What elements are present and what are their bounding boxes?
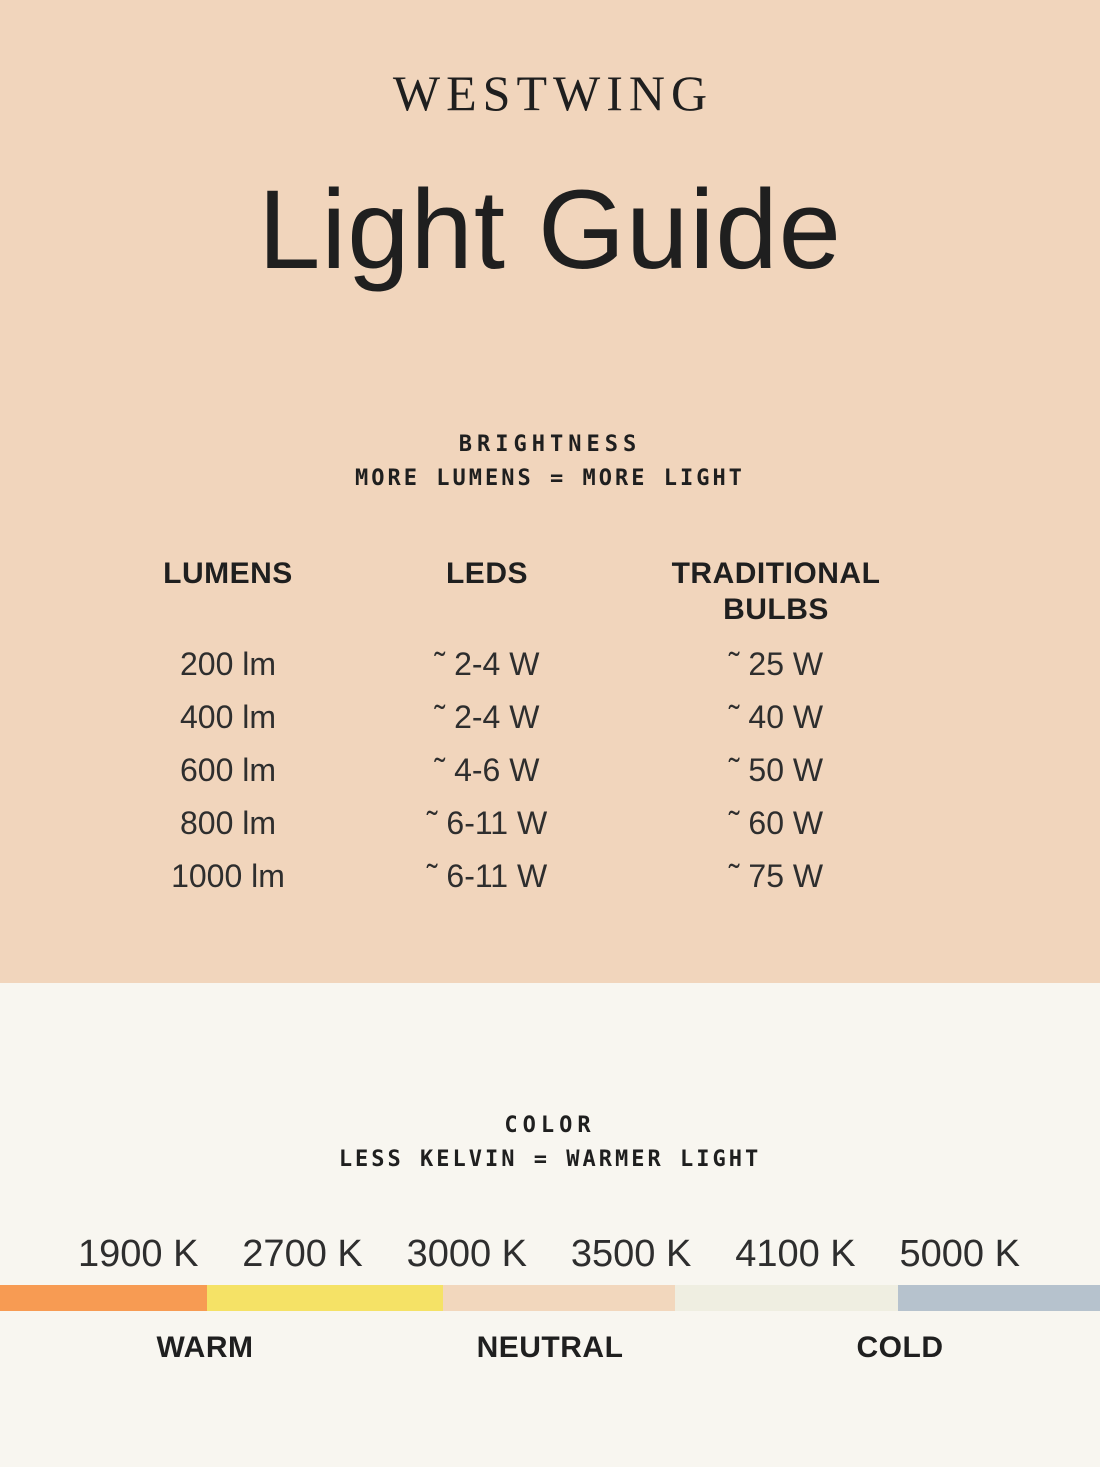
scale-segment-neutral-cream (675, 1285, 898, 1311)
table-cell-bulbs: ˜ 50 W (728, 752, 824, 788)
label-neutral: NEUTRAL (476, 1331, 624, 1364)
table-cell-leds: ˜ 4-6 W (434, 752, 540, 788)
kelvin-label: 1900 K (78, 1233, 199, 1275)
temperature-labels (0, 1311, 1100, 1371)
scale-segment-neutral-peach (443, 1285, 675, 1311)
kelvin-label: 3000 K (406, 1233, 528, 1275)
brand-logo: WESTWING (392, 65, 714, 121)
color-section (0, 983, 1100, 1467)
color-temperature-scale (0, 1285, 1100, 1311)
table-cell-lumens: 600 lm (179, 752, 277, 788)
table-cell-bulbs: ˜ 60 W (728, 805, 824, 841)
scale-segment-warm-orange (0, 1285, 207, 1311)
table-cell-lumens: 1000 lm (171, 858, 285, 894)
brightness-subheading: MORE LUMENS = MORE LIGHT (355, 466, 745, 491)
scale-segment-warm-yellow (207, 1285, 443, 1311)
table-cell-leds: ˜ 6-11 W (426, 805, 548, 841)
column-header-leds: LEDS (445, 557, 528, 590)
kelvin-label: 4100 K (735, 1233, 856, 1275)
column-header-lumens: LUMENS (163, 557, 293, 590)
column-header-traditional-bulbs: TRADITIONAL BULBS (671, 557, 881, 626)
table-cell-leds: ˜ 2-4 W (434, 646, 540, 682)
table-cell-leds: ˜ 2-4 W (434, 699, 540, 735)
table-cell-bulbs: ˜ 75 W (728, 858, 824, 894)
kelvin-label: 5000 K (899, 1233, 1020, 1275)
label-cold: COLD (856, 1331, 944, 1364)
kelvin-label: 3500 K (570, 1233, 692, 1275)
brightness-heading: BRIGHTNESS (458, 432, 642, 457)
table-cell-lumens: 200 lm (179, 646, 277, 682)
color-subheading: LESS KELVIN = WARMER LIGHT (338, 1147, 762, 1172)
kelvin-label: 2700 K (242, 1233, 363, 1275)
kelvin-scale-labels (78, 1235, 1020, 1273)
lumens-table (108, 556, 1100, 903)
table-cell-leds: ˜ 6-11 W (426, 858, 548, 894)
table-cell-lumens: 800 lm (179, 805, 277, 841)
table-cell-bulbs: ˜ 25 W (728, 646, 824, 682)
scale-segment-cold-blue (898, 1285, 1100, 1311)
label-warm: WARM (156, 1331, 254, 1364)
page-title: Light Guide (258, 167, 842, 292)
table-cell-lumens: 400 lm (179, 699, 277, 735)
table-spacer (108, 628, 926, 638)
table-cell-bulbs: ˜ 40 W (728, 699, 824, 735)
color-heading: COLOR (504, 1113, 596, 1138)
